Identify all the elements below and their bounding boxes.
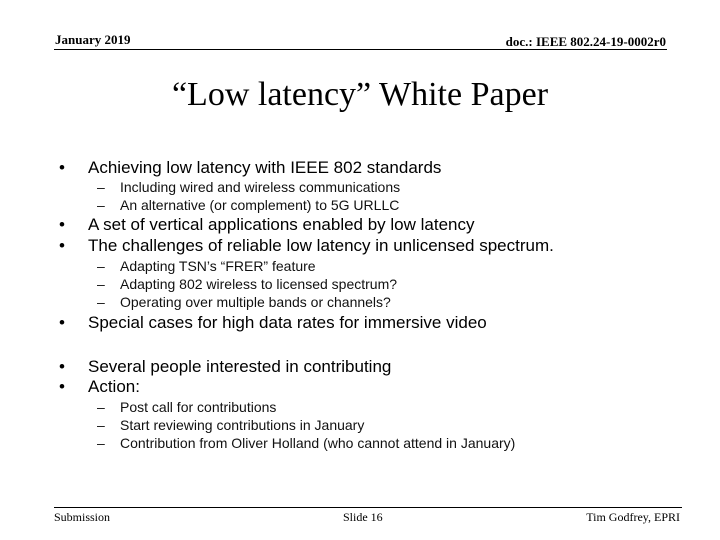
bullet-marker: • [59, 215, 65, 234]
subbullet-text: Post call for contributions [120, 399, 277, 415]
bullet-text: The challenges of reliable low latency in unlicensed spectrum. [88, 236, 554, 255]
subbullet-text: Start reviewing contributions in January [120, 417, 365, 433]
dash-marker: – [97, 197, 105, 213]
footer-slide-number: Slide 16 [343, 510, 383, 524]
bullet-marker: • [59, 357, 65, 376]
dash-marker: – [97, 417, 105, 433]
slide-title: “Low latency” White Paper [171, 76, 549, 113]
subbullet-text: Including wired and wireless communications [120, 179, 401, 195]
bullet-marker: • [59, 313, 65, 332]
header-divider [54, 49, 667, 50]
subbullet-text: Adapting TSN’s “FRER” feature [120, 258, 316, 274]
footer-submission: Submission [54, 510, 111, 524]
footer-author: Tim Godfrey, EPRI [586, 510, 680, 524]
dash-marker: – [97, 179, 105, 195]
bullet-text: Action: [88, 377, 140, 396]
header-doc-id: doc.: IEEE 802.24-19-0002r0 [505, 34, 666, 49]
bullet-marker: • [59, 158, 65, 177]
dash-marker: – [97, 294, 105, 310]
dash-marker: – [97, 399, 105, 415]
bullet-text: Special cases for high data rates for immersive video [88, 313, 487, 332]
subbullet-text: Adapting 802 wireless to licensed spectrum? [120, 276, 398, 292]
dash-marker: – [97, 435, 105, 451]
bullet-text: Achieving low latency with IEEE 802 standards [88, 158, 442, 177]
dash-marker: – [97, 258, 105, 274]
bullet-text: Several people interested in contributing [88, 357, 392, 376]
bullet-text: A set of vertical applications enabled by low latency [88, 215, 475, 234]
dash-marker: – [97, 276, 105, 292]
bullet-marker: • [59, 377, 65, 396]
bullet-marker: • [59, 236, 65, 255]
header-date: January 2019 [55, 32, 131, 47]
subbullet-text: An alternative (or complement) to 5G URLLC [120, 197, 400, 213]
subbullet-text: Contribution from Oliver Holland (who cannot attend in January) [120, 435, 516, 451]
footer-divider [54, 507, 682, 508]
subbullet-text: Operating over multiple bands or channels? [120, 294, 391, 310]
